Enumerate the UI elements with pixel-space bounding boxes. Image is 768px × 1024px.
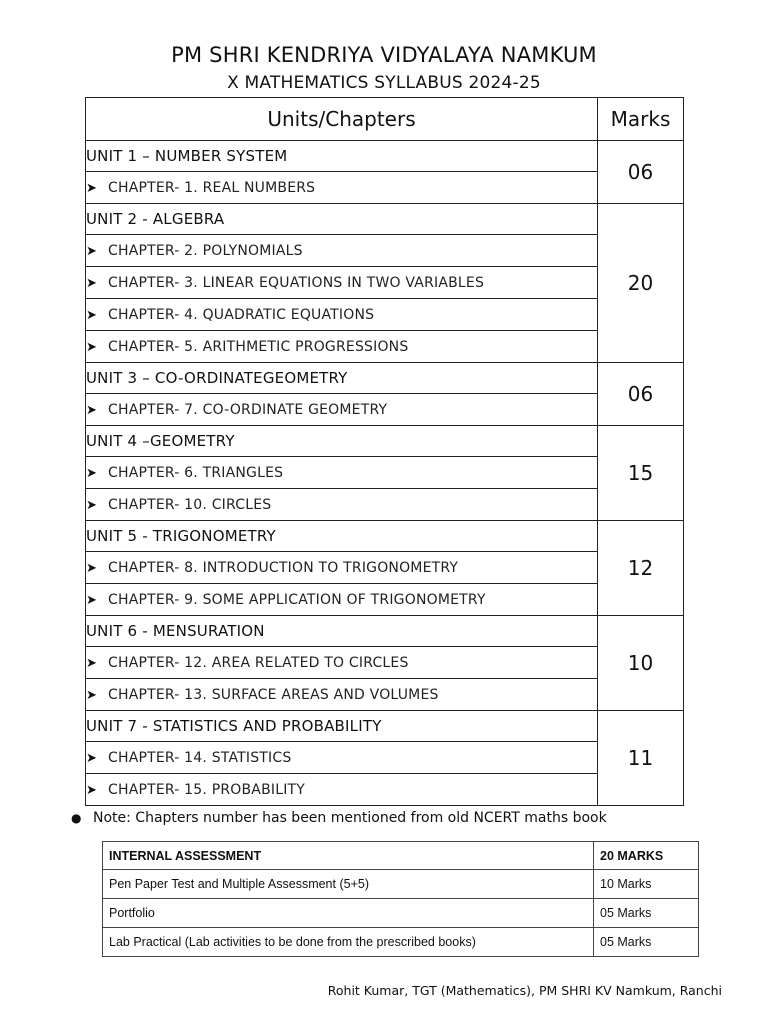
- unit-row: [86, 711, 684, 742]
- chapter-label: CHAPTER- 5. ARITHMETIC PROGRESSIONS: [108, 338, 409, 355]
- chapter-label: CHAPTER- 14. STATISTICS: [108, 749, 292, 766]
- ia-marks: 10 Marks: [594, 870, 699, 899]
- internal-assessment-table: [102, 841, 699, 957]
- chapter-row: [86, 235, 684, 267]
- chapter-row: [86, 267, 684, 299]
- unit-marks: 11: [598, 711, 684, 806]
- chapter-label: CHAPTER- 12. AREA RELATED TO CIRCLES: [108, 654, 409, 671]
- ia-item: Lab Practical (Lab activities to be done from the prescribed books): [103, 928, 594, 957]
- chapter-item: [86, 552, 598, 584]
- chapter-row: [86, 457, 684, 489]
- chapter-row: [86, 679, 684, 711]
- arrow-bullet-icon: ➤: [86, 655, 98, 671]
- arrow-bullet-icon: ➤: [86, 750, 98, 766]
- chapter-item: [86, 267, 598, 299]
- chapter-label: CHAPTER- 3. LINEAR EQUATIONS IN TWO VARIABLES: [108, 274, 485, 291]
- ia-header-row: [103, 842, 699, 870]
- chapter-item: [86, 394, 598, 426]
- chapter-item: [86, 457, 598, 489]
- unit-title: UNIT 3 – CO-ORDINATEGEOMETRY: [86, 363, 598, 394]
- unit-title: UNIT 7 - STATISTICS AND PROBABILITY: [86, 711, 598, 742]
- marks-column-header: Marks: [598, 98, 684, 141]
- chapter-row: [86, 584, 684, 616]
- syllabus-body: [86, 141, 684, 806]
- ia-header-label: INTERNAL ASSESSMENT: [103, 842, 594, 870]
- unit-title: UNIT 2 - ALGEBRA: [86, 204, 598, 235]
- chapter-row: [86, 331, 684, 363]
- unit-marks: 20: [598, 204, 684, 363]
- school-title: PM SHRI KENDRIYA VIDYALAYA NAMKUM: [171, 43, 597, 67]
- unit-marks: 06: [598, 363, 684, 426]
- arrow-bullet-icon: ➤: [86, 339, 98, 355]
- chapter-label: CHAPTER- 6. TRIANGLES: [108, 464, 284, 481]
- arrow-bullet-icon: ➤: [86, 180, 98, 196]
- chapter-row: [86, 299, 684, 331]
- chapter-label: CHAPTER- 7. CO-ORDINATE GEOMETRY: [108, 401, 388, 418]
- chapter-item: [86, 742, 598, 774]
- ia-header-marks: 20 MARKS: [594, 842, 699, 870]
- unit-marks: 15: [598, 426, 684, 521]
- unit-row: [86, 616, 684, 647]
- arrow-bullet-icon: ➤: [86, 243, 98, 259]
- ia-item: Portfolio: [103, 899, 594, 928]
- unit-title: UNIT 5 - TRIGONOMETRY: [86, 521, 598, 552]
- chapter-item: [86, 584, 598, 616]
- arrow-bullet-icon: ➤: [86, 687, 98, 703]
- chapter-item: [86, 774, 598, 806]
- unit-row: [86, 363, 684, 394]
- chapter-label: CHAPTER- 2. POLYNOMIALS: [108, 242, 303, 259]
- ia-marks: 05 Marks: [594, 928, 699, 957]
- unit-marks: 06: [598, 141, 684, 204]
- chapter-item: [86, 331, 598, 363]
- ia-item: Pen Paper Test and Multiple Assessment (5+5): [103, 870, 594, 899]
- arrow-bullet-icon: ➤: [86, 465, 98, 481]
- chapter-label: CHAPTER- 8. INTRODUCTION TO TRIGONOMETRY: [108, 559, 459, 576]
- chapter-row: [86, 774, 684, 806]
- chapter-label: CHAPTER- 4. QUADRATIC EQUATIONS: [108, 306, 375, 323]
- chapter-item: [86, 172, 598, 204]
- unit-title: UNIT 6 - MENSURATION: [86, 616, 598, 647]
- ia-marks: 05 Marks: [594, 899, 699, 928]
- chapter-row: [86, 742, 684, 774]
- ia-row: [103, 899, 699, 928]
- chapter-item: [86, 679, 598, 711]
- note: [71, 808, 691, 828]
- arrow-bullet-icon: ➤: [86, 782, 98, 798]
- chapter-label: CHAPTER- 1. REAL NUMBERS: [108, 179, 316, 196]
- unit-title: UNIT 1 – NUMBER SYSTEM: [86, 141, 598, 172]
- arrow-bullet-icon: ➤: [86, 402, 98, 418]
- author-credit: Rohit Kumar, TGT (Mathematics), PM SHRI KV Namkum, Ranchi: [327, 983, 722, 998]
- ia-row: [103, 928, 699, 957]
- unit-row: [86, 204, 684, 235]
- arrow-bullet-icon: ➤: [86, 307, 98, 323]
- syllabus-header-row: [86, 98, 684, 141]
- chapter-label: CHAPTER- 10. CIRCLES: [108, 496, 272, 513]
- chapter-row: [86, 552, 684, 584]
- chapter-row: [86, 394, 684, 426]
- chapter-label: CHAPTER- 9. SOME APPLICATION OF TRIGONOMETRY: [108, 591, 486, 608]
- arrow-bullet-icon: ➤: [86, 497, 98, 513]
- units-column-header: Units/Chapters: [86, 98, 598, 141]
- chapter-row: [86, 489, 684, 521]
- syllabus-table: [85, 97, 684, 806]
- unit-marks: 10: [598, 616, 684, 711]
- unit-title: UNIT 4 –GEOMETRY: [86, 426, 598, 457]
- chapter-label: CHAPTER- 15. PROBABILITY: [108, 781, 306, 798]
- chapter-item: [86, 647, 598, 679]
- chapter-row: [86, 172, 684, 204]
- chapter-item: [86, 489, 598, 521]
- arrow-bullet-icon: ➤: [86, 560, 98, 576]
- chapter-row: [86, 647, 684, 679]
- chapter-label: CHAPTER- 13. SURFACE AREAS AND VOLUMES: [108, 686, 439, 703]
- chapter-item: [86, 299, 598, 331]
- chapter-item: [86, 235, 598, 267]
- ia-row: [103, 870, 699, 899]
- arrow-bullet-icon: ➤: [86, 275, 98, 291]
- note-text: Note: Chapters number has been mentioned from old NCERT maths book: [93, 810, 607, 826]
- syllabus-subtitle: X MATHEMATICS SYLLABUS 2024-25: [227, 73, 541, 93]
- unit-row: [86, 426, 684, 457]
- unit-row: [86, 521, 684, 552]
- unit-row: [86, 141, 684, 172]
- bullet-icon: ●: [71, 811, 82, 825]
- unit-marks: 12: [598, 521, 684, 616]
- arrow-bullet-icon: ➤: [86, 592, 98, 608]
